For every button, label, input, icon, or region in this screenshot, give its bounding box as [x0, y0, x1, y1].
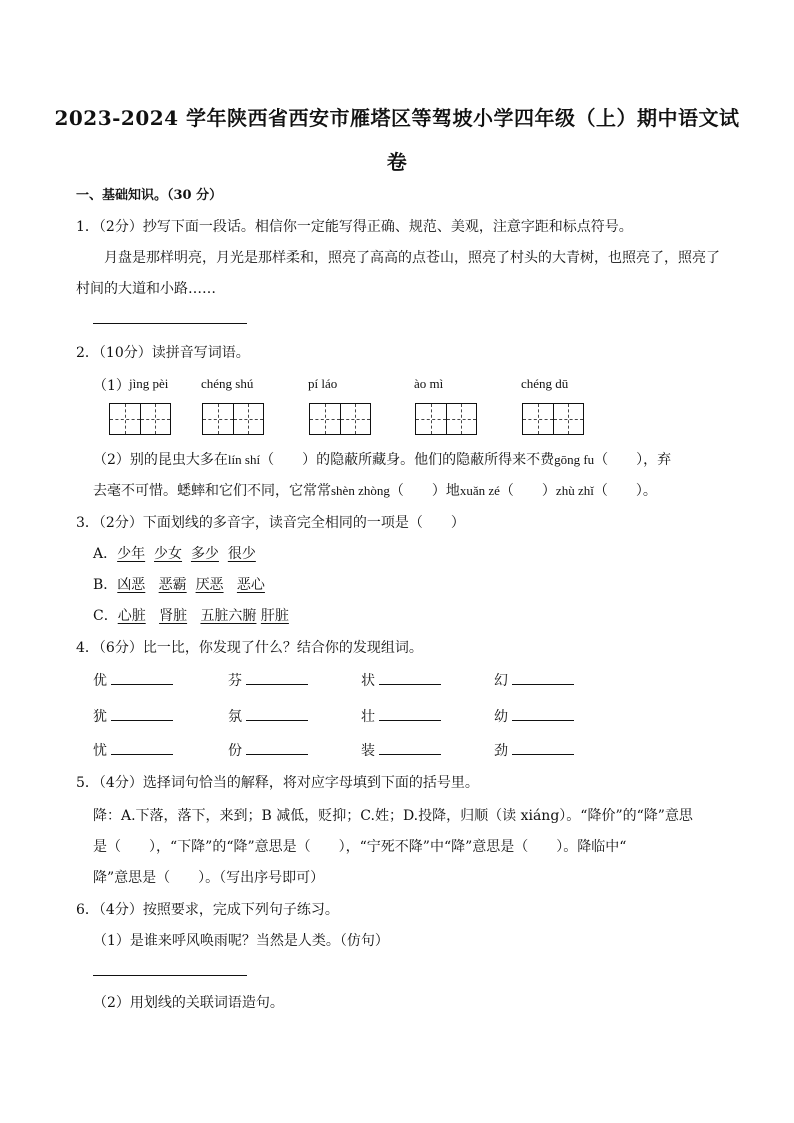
question-2-stem: 2．（10分）读拼音写词语。 [76, 345, 250, 361]
question-1-passage-line2: 村间的大道和小路…… [76, 281, 216, 297]
char-cell[interactable]: 芬 [228, 670, 308, 690]
char-cell[interactable]: 份 [228, 740, 308, 760]
exam-title-line1: 2023-2024 学年陕西省西安市雁塔区等驾坡小学四年级（上）期中语文试 [54, 106, 740, 130]
tianzige-box-1[interactable] [109, 403, 171, 435]
char-cell[interactable]: 犹 [93, 706, 173, 726]
tianzige-box-4[interactable] [415, 403, 477, 435]
question-2-label-1: （1） [93, 378, 130, 394]
char-cell[interactable]: 劲 [494, 740, 574, 760]
char-cell[interactable]: 忧 [93, 740, 173, 760]
question-5-stem: 5．（4分）选择词句恰当的解释，将对应字母填到下面的括号里。 [76, 775, 479, 791]
pinyin-2: chéng shú [201, 376, 254, 391]
tianzige-box-3[interactable] [309, 403, 371, 435]
char-cell[interactable]: 装 [361, 740, 441, 760]
question-1-passage-line1: 月盘是那样明亮，月光是那样柔和，照亮了高高的点苍山，照亮了村头的大青树，也照亮了，照亮了 [104, 250, 720, 266]
question-4-stem: 4．（6分）比一比，你发现了什么？结合你的发现组词。 [76, 640, 423, 656]
pinyin-3: pí láo [308, 376, 338, 391]
question-5-line3: 降”意思是（ ）。（写出序号即可） [93, 870, 325, 886]
char-cell[interactable]: 幻 [494, 670, 574, 690]
exam-title-line2: 卷 [386, 150, 408, 174]
question-3-stem: 3．（2分）下面划线的多音字，读音完全相同的一项是（ ） [76, 515, 465, 531]
pinyin-1: jìng pèi [129, 376, 169, 391]
question-2-part2-line1: （2）别的昆虫大多在lín shí（ ）的隐蔽所藏身。他们的隐蔽所得来不费gōng fu（ ），弃 [93, 452, 672, 468]
question-5-line1: 降：A.下落，落下，来到；B 减低，贬抑；C.姓；D.投降，归顺（读 xiáng）。“降价”的“降”意思 [93, 808, 693, 824]
question-6-answer-line[interactable] [93, 975, 247, 976]
char-cell[interactable]: 氛 [228, 706, 308, 726]
pinyin-5: chéng dū [521, 376, 569, 391]
question-6-sub1: （1）是谁来呼风唤雨呢？当然是人类。（仿句） [93, 933, 389, 949]
pinyin-4: ào mì [414, 376, 444, 391]
question-3-option-c[interactable]: C．心脏 肾脏 五脏六腑 肝脏 [93, 608, 289, 624]
question-6-sub2: （2）用划线的关联词语造句。 [93, 995, 284, 1011]
question-3-option-b[interactable]: B．凶恶 恶霸 厌恶 恶心 [93, 577, 265, 593]
char-cell[interactable]: 壮 [361, 706, 441, 726]
question-1-stem: 1．（2分）抄写下面一段话。相信你一定能写得正确、规范、美观，注意字距和标点符号。 [76, 219, 633, 235]
section-heading: 一、基础知识。（30 分） [76, 188, 223, 203]
question-2-part2-line2: 去毫不可惜。蟋蟀和它们不同，它常常shèn zhòng（ ）地xuǎn zé（ ）zhù zhǐ（ ）。 [93, 483, 657, 499]
tianzige-box-5[interactable] [522, 403, 584, 435]
char-cell[interactable]: 幼 [494, 706, 574, 726]
question-5-line2: 是（ ），“下降”的“降”意思是（ ），“宁死不降”中“降”意思是（ ）。降临中“ [93, 839, 627, 855]
tianzige-box-2[interactable] [202, 403, 264, 435]
question-3-option-a[interactable]: A．少年 少女 多少 很少 [93, 546, 256, 562]
question-1-answer-line[interactable] [93, 323, 247, 324]
question-6-stem: 6．（4分）按照要求，完成下列句子练习。 [76, 902, 339, 918]
char-cell[interactable]: 优 [93, 670, 173, 690]
char-cell[interactable]: 状 [361, 670, 441, 690]
